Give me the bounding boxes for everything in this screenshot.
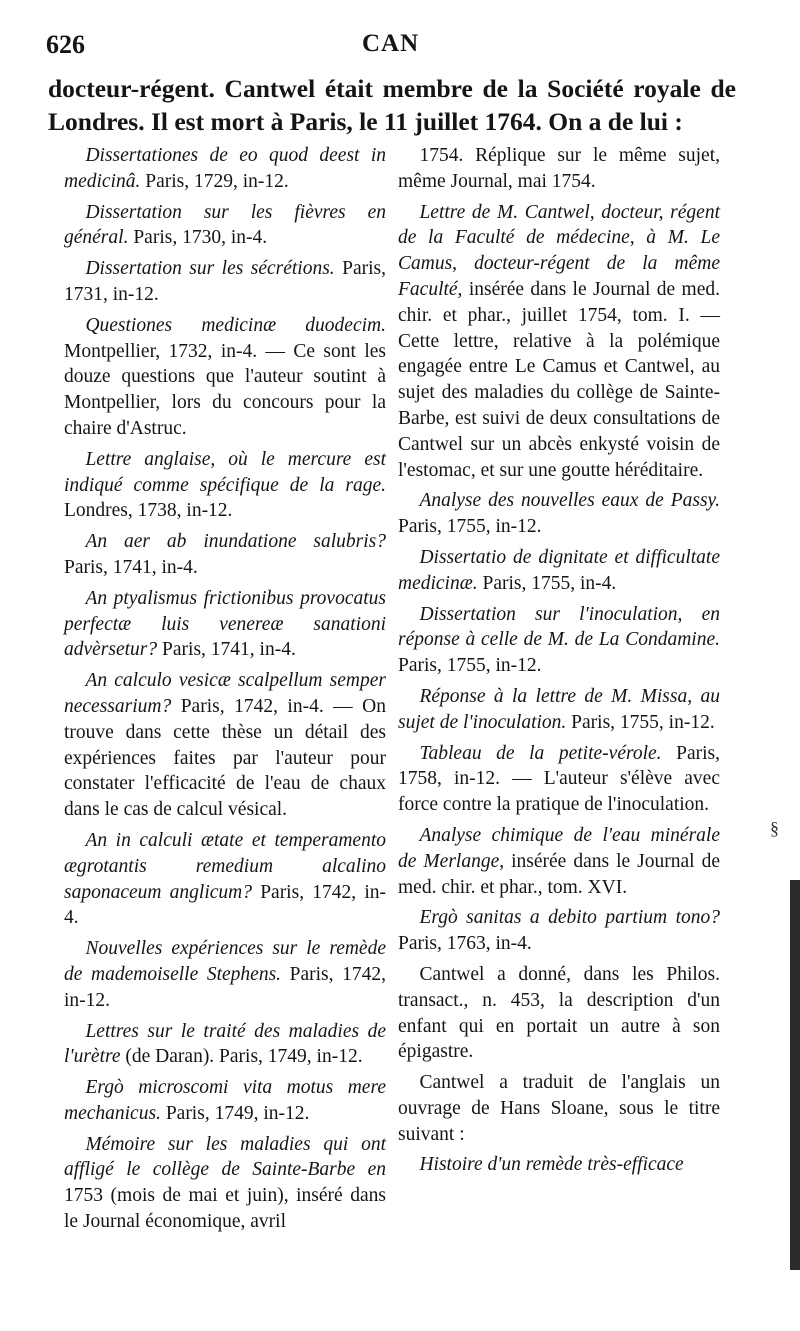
entry-title: An calculo vesicæ scalpellum semper necessarium? bbox=[64, 670, 386, 717]
entry-title: Lettre de M. Cantwel, docteur, régent de la Faculté de médecine, à M. Le Camus, docteur-régent de la même Faculté, bbox=[398, 201, 720, 300]
bibliography-entry bbox=[64, 313, 386, 442]
bibliography-entry bbox=[64, 828, 386, 931]
entry-title: An aer ab inundatione salubris? bbox=[85, 531, 386, 553]
entry-details: Paris, 1742, in-4. — On trouve dans cette thèse un détail des expériences faites par l'auteur pour constater l'efficacité de l'eau de chaux dans le cas de calcul vésical. bbox=[64, 695, 386, 821]
page-edge-shadow bbox=[790, 880, 800, 1270]
bibliography-entry bbox=[398, 200, 720, 484]
bibliography-entry bbox=[64, 447, 386, 524]
entry-details: Paris, 1729, in-12. bbox=[140, 170, 289, 192]
entry-details: Londres, 1738, in-12. bbox=[64, 500, 233, 522]
running-head: CAN bbox=[362, 30, 420, 57]
page-number: 626 bbox=[46, 30, 85, 59]
margin-mark: § bbox=[770, 818, 779, 838]
bibliography-entry bbox=[64, 668, 386, 823]
bibliography-entry bbox=[64, 200, 386, 252]
left-column bbox=[64, 143, 386, 1240]
entry-title: Réponse à la lettre de M. Missa, au sujet de l'inoculation. bbox=[398, 685, 720, 733]
intro-paragraph: docteur-régent. Cantwel était membre de la Société royale de Londres. Il est mort à Paris, le 11 juillet 1764. On a de lui : bbox=[48, 74, 736, 136]
bibliography-entry bbox=[398, 602, 720, 679]
bibliography-entry bbox=[398, 143, 720, 195]
entry-title: Analyse des nouvelles eaux de Passy. bbox=[419, 490, 720, 512]
bibliography-entry bbox=[398, 741, 720, 818]
entry-details: Paris, 1755, in-12. bbox=[398, 655, 542, 677]
entry-details: Paris, 1730, in-4. bbox=[128, 227, 268, 249]
entry-title: Ergò microscomi vita motus mere mechanicus. bbox=[64, 1077, 386, 1124]
entry-details: Paris, 1741, in-4. bbox=[64, 556, 198, 578]
bibliography-entry bbox=[398, 905, 720, 957]
entry-title: Mémoire sur les maladies qui ont affligé le collège de Sainte-Barbe en bbox=[64, 1133, 386, 1181]
entry-title: Histoire d'un remède très-efficace bbox=[419, 1154, 684, 1176]
bibliography-entry bbox=[398, 488, 720, 540]
entry-title: Analyse chimique de l'eau minérale de Merlange, bbox=[398, 824, 720, 872]
entry-details: Paris, 1755, in-4. bbox=[477, 572, 617, 594]
entry-title: Ergò sanitas a debito partium tono? bbox=[419, 907, 720, 929]
bibliography-entry bbox=[64, 529, 386, 581]
entry-details: Montpellier, 1732, in-4. — Ce sont les douze questions que l'auteur soutint à Montpellier, lors du concours pour la chaire d'Astruc. bbox=[64, 340, 386, 439]
entry-title: Dissertation sur les fièvres en général. bbox=[64, 201, 386, 249]
entry-title: Nouvelles expériences sur le remède de mademoiselle Stephens. bbox=[64, 938, 386, 985]
bibliography-entry bbox=[398, 823, 720, 900]
entry-details: Paris, 1742, in-4. bbox=[64, 881, 386, 929]
bibliography-entry bbox=[64, 143, 386, 195]
entry-details: Paris, 1758, in-12. — L'auteur s'élève avec force contre la pratique de l'inoculation. bbox=[398, 742, 720, 816]
entry-title: Questiones medicinæ duodecim. bbox=[85, 314, 386, 336]
entry-details: (de Daran). Paris, 1749, in-12. bbox=[120, 1046, 363, 1068]
bibliography-entry bbox=[398, 545, 720, 597]
bibliography-entry bbox=[64, 936, 386, 1013]
bibliography-entry bbox=[398, 1152, 720, 1178]
entry-title: Lettres sur le traité des maladies de l'urètre bbox=[64, 1020, 386, 1068]
entry-title: Dissertatio de dignitate et difficultate medicinæ. bbox=[398, 546, 720, 594]
entry-details: insérée dans le Journal de med. chir. et phar., juillet 1754, tom. I. — Cette lettre, relative à la polémique engagée entre Le Camus et Cantwel, au sujet des maladies du collège de Sainte-Barbe, est suivi de deux consultations de Cantwel sur un abcès enkysté voisin de l'estomac, et sur une goutte héréditaire. bbox=[398, 278, 720, 481]
entry-details: insérée dans le Journal de med. chir. et phar., tom. XVI. bbox=[398, 850, 721, 898]
entry-title: An ptyalismus frictionibus provocatus perfectæ luis venereæ sanationi advèrsetur? bbox=[64, 587, 386, 661]
bibliography-entry bbox=[64, 256, 386, 308]
bibliography-entry bbox=[64, 586, 386, 663]
bibliography-entry bbox=[398, 962, 720, 1065]
entry-details: Paris, 1742, in-12. bbox=[64, 963, 386, 1011]
entry-title: Dissertation sur les sécrétions. bbox=[85, 258, 335, 280]
entry-title: Tableau de la petite-vérole. bbox=[419, 742, 662, 764]
entry-details: Paris, 1755, in-12. bbox=[398, 516, 542, 538]
entry-details: Paris, 1731, in-12. bbox=[64, 258, 386, 305]
bibliography-entry bbox=[64, 1019, 386, 1071]
bibliography-entry bbox=[64, 1075, 386, 1127]
entry-details: Paris, 1749, in-12. bbox=[160, 1102, 310, 1124]
entry-details: Paris, 1741, in-4. bbox=[157, 639, 296, 661]
entry-details: 1753 (mois de mai et juin), inséré dans le Journal économique, avril bbox=[64, 1185, 386, 1233]
bibliography-entry bbox=[398, 1070, 720, 1147]
entry-details: Cantwel a donné, dans les Philos. transact., n. 453, la description d'un enfant qui en portait un autre à son épigastre. bbox=[398, 963, 720, 1063]
entry-details: Paris, 1763, in-4. bbox=[398, 933, 532, 955]
page-header bbox=[46, 30, 740, 70]
right-column bbox=[398, 143, 720, 1183]
entry-details: Paris, 1755, in-12. bbox=[566, 711, 715, 733]
entry-title: Dissertationes de eo quod deest in medicinâ. bbox=[64, 145, 386, 192]
bibliography-entry bbox=[64, 1132, 386, 1235]
entry-title: An in calculi ætate et temperamento ægrotantis remedium alcalino saponaceum anglicum? bbox=[64, 829, 386, 903]
bibliography-entry bbox=[398, 684, 720, 736]
entry-title: Dissertation sur l'inoculation, en réponse à celle de M. de La Condamine. bbox=[398, 603, 720, 651]
entry-details: 1754. Réplique sur le même sujet, même Journal, mai 1754. bbox=[398, 145, 720, 192]
entry-title: Lettre anglaise, où le mercure est indiqué comme spécifique de la rage. bbox=[64, 448, 386, 496]
entry-details: Cantwel a traduit de l'anglais un ouvrage de Hans Sloane, sous le titre suivant : bbox=[398, 1072, 720, 1145]
